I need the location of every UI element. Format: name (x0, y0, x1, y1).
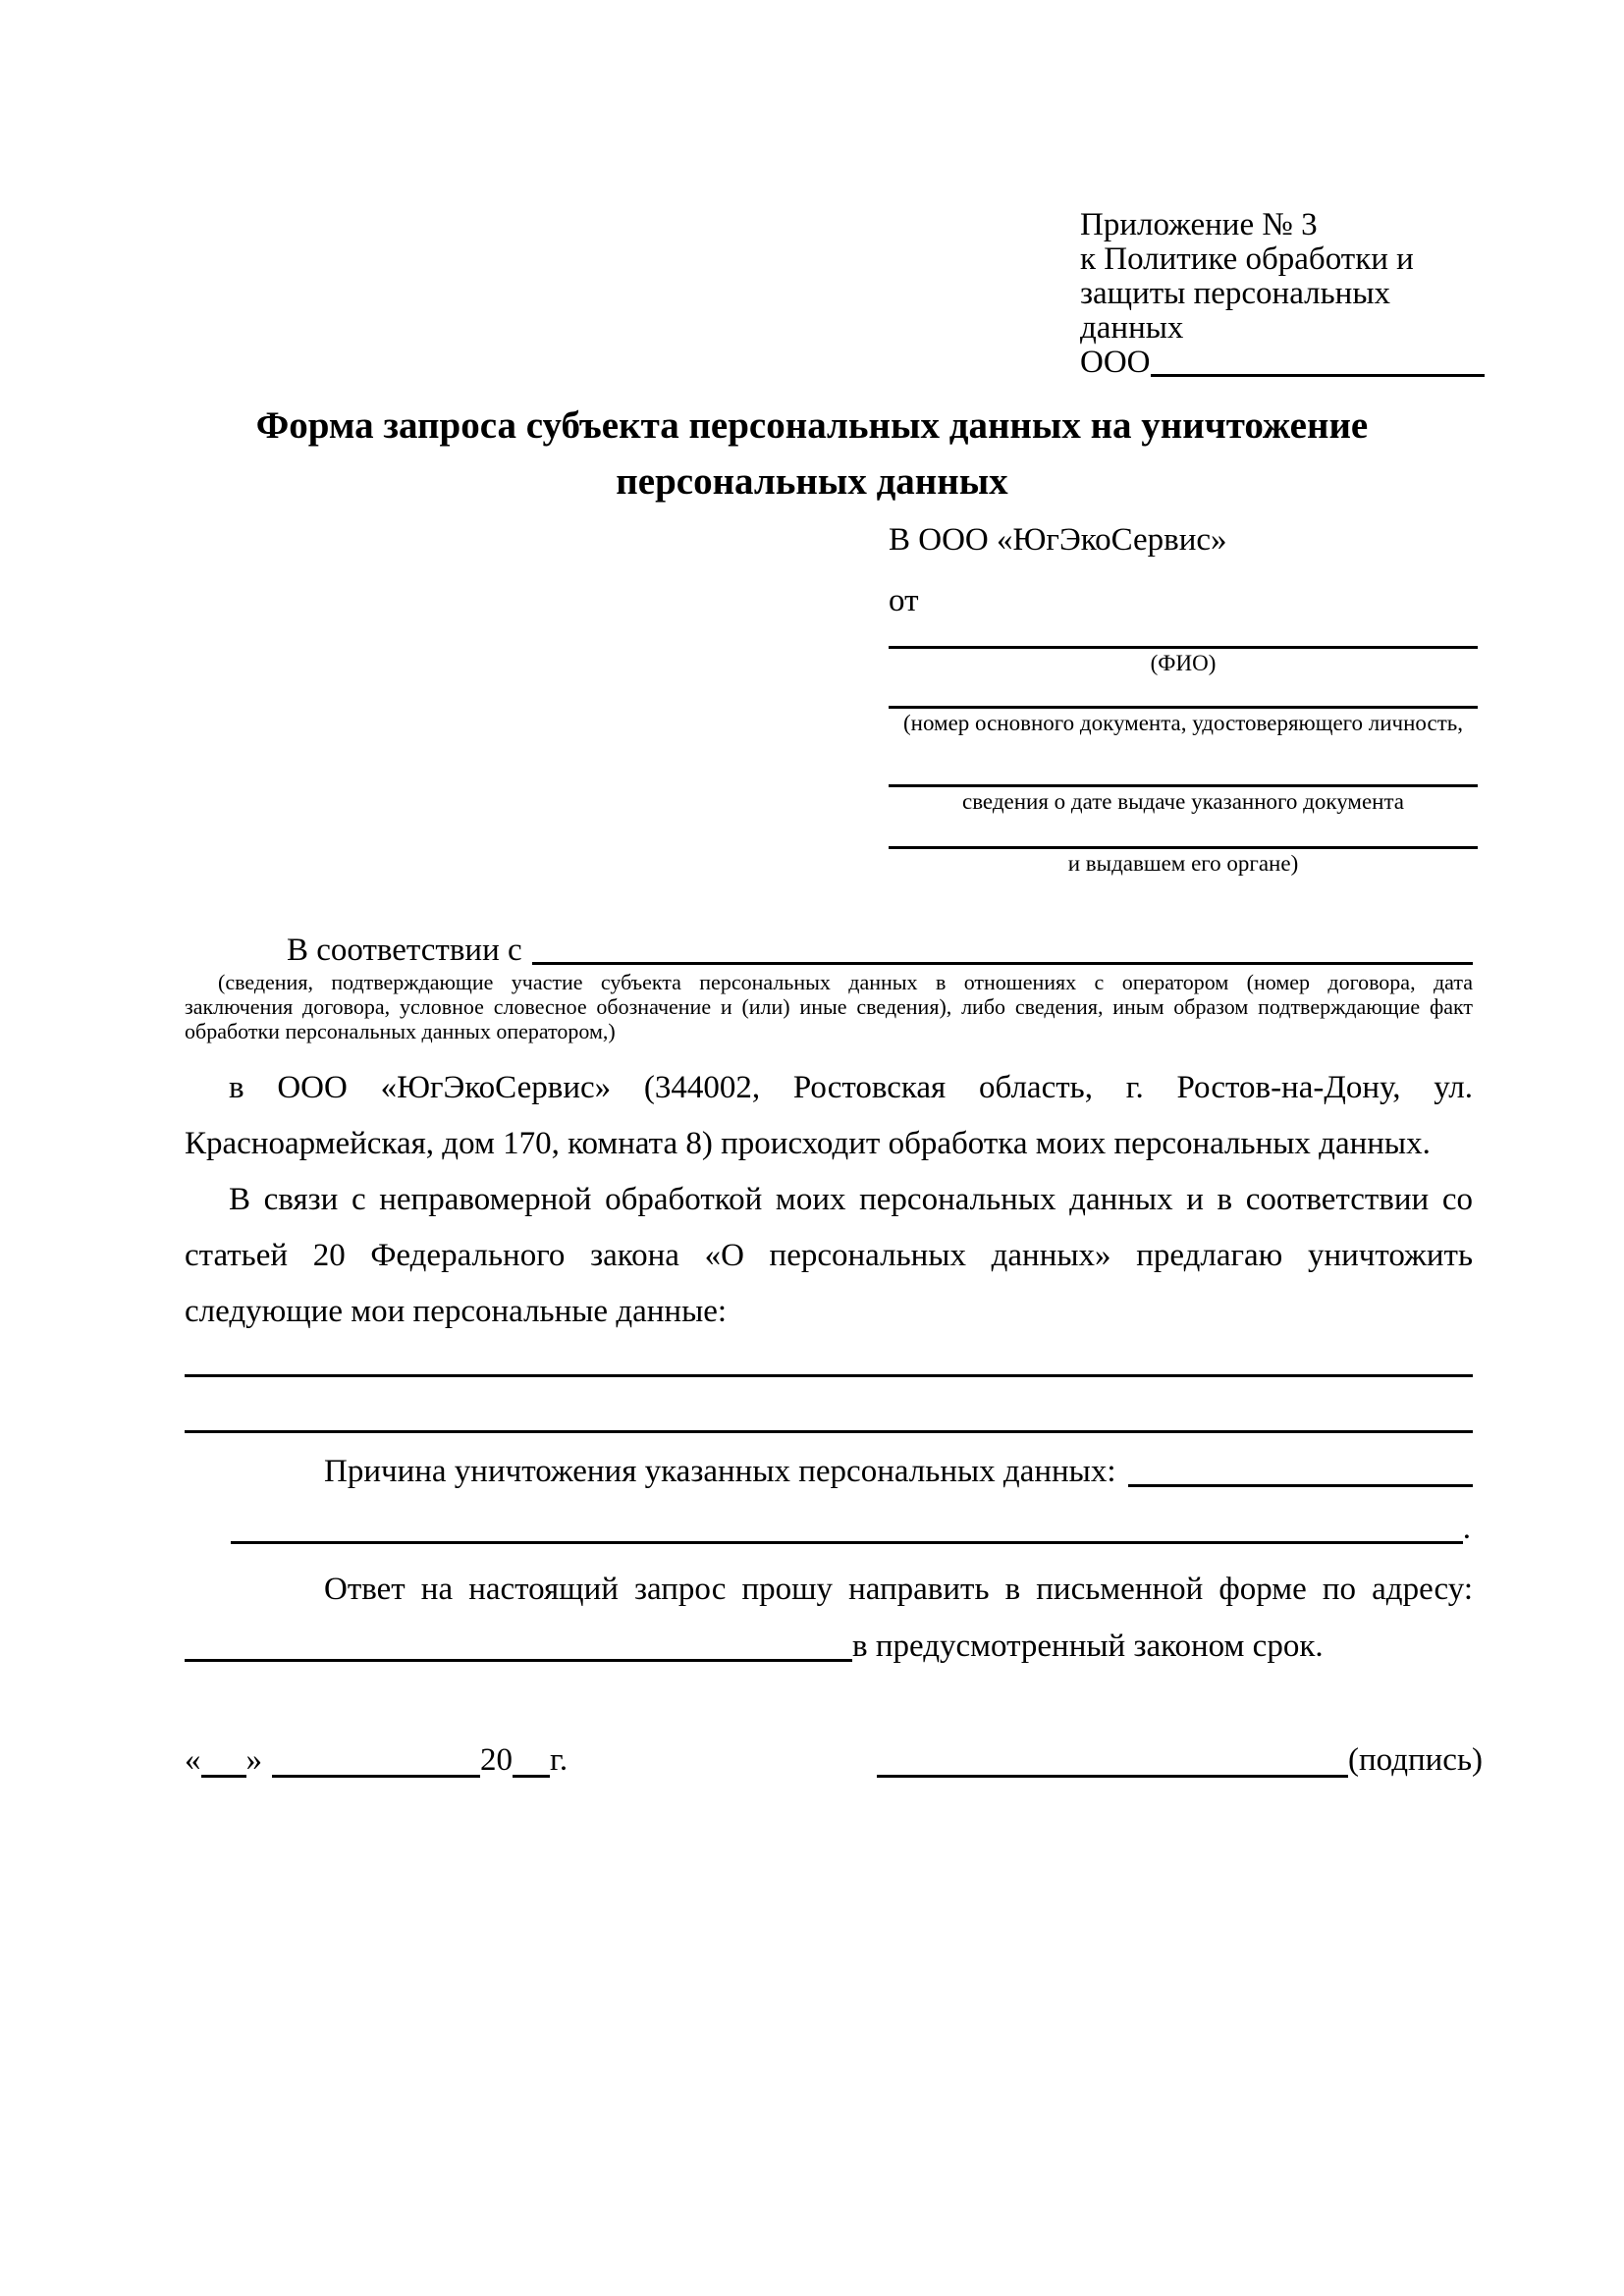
title-line-2: персональных данных (616, 460, 1008, 503)
addressee-block (889, 520, 1478, 879)
paragraph-line-1: в ООО «ЮгЭкоСервис» (344002, Ростовская область, г. Ростов-на-Дону, ул. (229, 1070, 1473, 1105)
date-quote-close: » (245, 1742, 262, 1778)
document-number-caption: (номер основного документа, удостоверяющего личность, (902, 711, 1463, 735)
paragraph-line-4: статьей 20 Федерального закона «О персональных данных» предлагаю уничтожить (185, 1238, 1473, 1273)
appendix-header (1080, 208, 1485, 380)
fio-caption: (ФИО) (1150, 651, 1217, 675)
reason-period: . (1462, 1511, 1471, 1546)
reply-tail: в предусмотренный законом срок. (852, 1629, 1324, 1664)
date-year-prefix: 20 (480, 1742, 513, 1778)
smallprint-line-2: заключения договора, условное словесное обозначение и (или) иные сведения), либо сведения, иным образом подтверждающие факт (185, 994, 1473, 1019)
reason-line (185, 1451, 1473, 1492)
reason-continuation-line (231, 1508, 1471, 1549)
reason-field-continued[interactable] (231, 1508, 1463, 1544)
date-quote-open: « (185, 1742, 201, 1778)
policy-line-2: защиты персональных данных (1080, 276, 1390, 346)
smallprint-line-1: (сведения, подтверждающие участие субъекта персональных данных в отношениях с оператором (номер договора, дата (218, 970, 1473, 994)
smallprint-line-3: обработки персональных данных оператором,) (185, 1019, 616, 1043)
policy-line-1: к Политике обработки и (1080, 241, 1414, 277)
date-signature-line (185, 1739, 1483, 1781)
issue-date-caption: сведения о дате выдаче указанного документа (961, 789, 1405, 814)
company-name-field[interactable] (1151, 346, 1486, 377)
reply-sentence: Ответ на настоящий запрос прошу направить в письменной форме по адресу: (324, 1572, 1473, 1607)
date-month-field[interactable] (272, 1774, 480, 1778)
personal-data-field-line-1[interactable] (185, 1374, 1473, 1377)
title-line-1: Форма запроса субъекта персональных данных на уничтожение (255, 404, 1369, 447)
main-paragraph (185, 1060, 1473, 1340)
paragraph-line-3: В связи с неправомерной обработкой моих персональных данных и в соответствии со (229, 1182, 1473, 1217)
issuing-authority-caption: и выдавшем его органе) (1067, 851, 1299, 876)
document-title (0, 398, 1624, 509)
date-field[interactable] (185, 1739, 568, 1781)
reason-label: Причина уничтожения указанных персональных данных: (324, 1454, 1116, 1489)
date-year-suffix: г. (550, 1742, 568, 1778)
signature-field[interactable] (877, 1774, 1348, 1778)
personal-data-field-line-2[interactable] (185, 1430, 1473, 1433)
company-prefix: ООО (1080, 345, 1151, 380)
accordance-prefix: В соответствии с (287, 933, 522, 968)
date-year-field[interactable] (513, 1774, 550, 1778)
reason-field[interactable] (1128, 1451, 1473, 1487)
paragraph-line-5: следующие мои персональные данные: (185, 1294, 728, 1329)
addressee-from-label: от (889, 583, 919, 618)
appendix-number: Приложение № 3 (1080, 207, 1318, 242)
accordance-line (185, 931, 1473, 970)
accordance-field[interactable] (532, 931, 1473, 965)
date-day-field[interactable] (201, 1774, 246, 1778)
paragraph-line-2: Красноармейская, дом 170, комната 8) происходит обработка моих персональных данных. (185, 1126, 1431, 1161)
address-line (185, 1626, 1473, 1667)
signature-caption: (подпись) (1348, 1742, 1483, 1778)
signature-area (877, 1739, 1483, 1781)
addressee-to: В ООО «ЮгЭкоСервис» (889, 522, 1227, 558)
address-field[interactable] (185, 1626, 852, 1662)
smallprint-block (185, 970, 1473, 1043)
